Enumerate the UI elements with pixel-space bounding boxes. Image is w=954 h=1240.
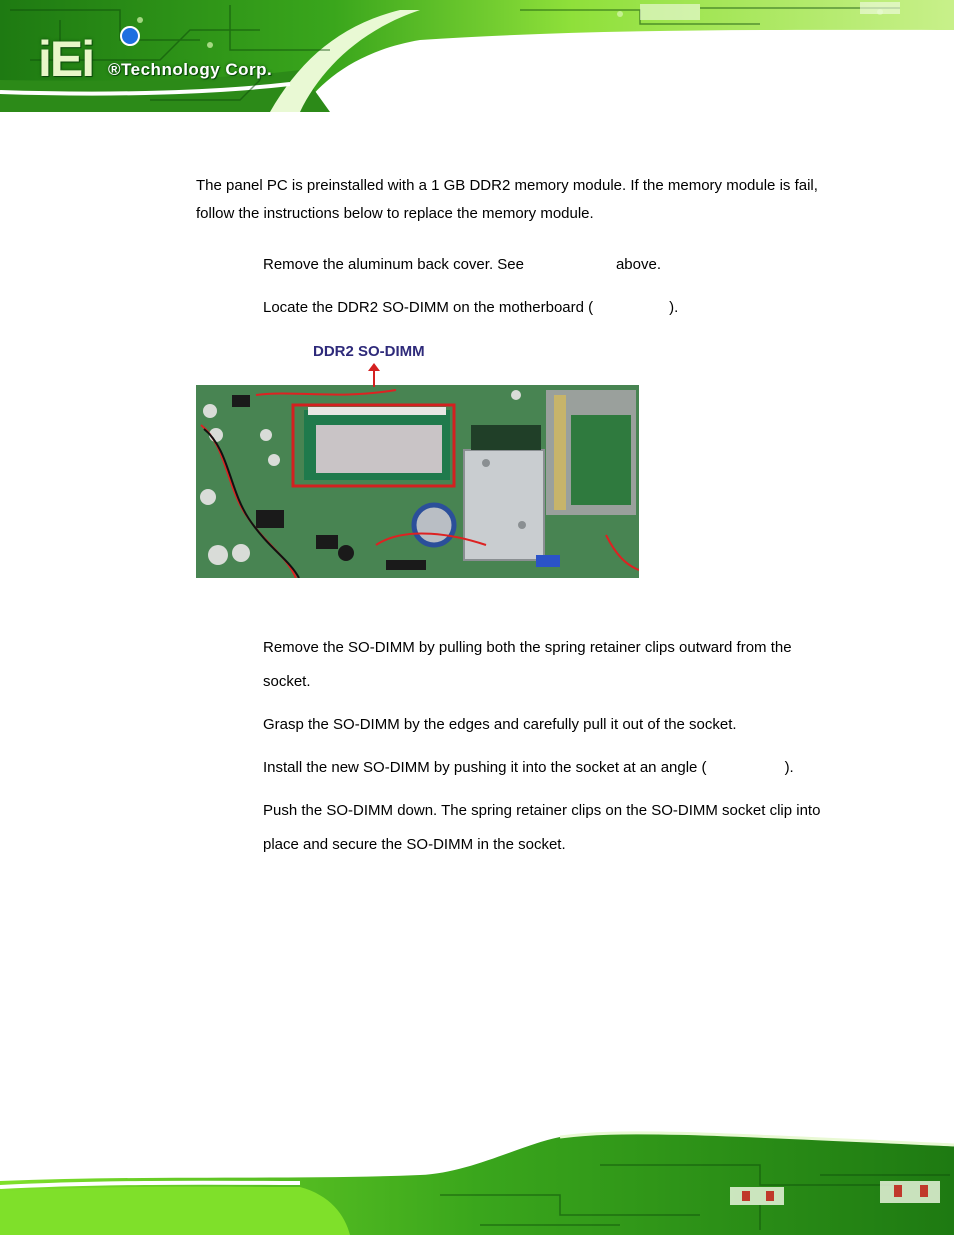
step-6: Push the SO-DIMM down. The spring retainer clips on the SO-DIMM socket clip into place and secure the SO-DIMM in the socket. bbox=[263, 802, 821, 853]
step-5: Install the new SO-DIMM by pushing it into the socket at an angle ( ). bbox=[263, 759, 794, 776]
footer-circuit-art bbox=[0, 1125, 954, 1235]
motherboard-photo bbox=[196, 385, 639, 578]
step-2: Locate the DDR2 SO-DIMM on the motherboard ( ). bbox=[263, 299, 679, 316]
step-1: Remove the aluminum back cover. See above. bbox=[263, 256, 662, 273]
callout-arrow-icon bbox=[364, 363, 384, 387]
header-banner bbox=[0, 0, 954, 112]
logo-dot-icon bbox=[120, 26, 140, 46]
step-4: Grasp the SO-DIMM by the edges and carefully pull it out of the socket. bbox=[263, 716, 737, 733]
company-name: ®Technology Corp. bbox=[108, 60, 273, 79]
company-logo-mark: iEi bbox=[38, 30, 93, 88]
figure-callout-label: DDR2 SO-DIMM bbox=[313, 343, 425, 360]
step-3: Remove the SO-DIMM by pulling both the spring retainer clips outward from the socket. bbox=[263, 639, 792, 690]
footer-banner bbox=[0, 1125, 954, 1235]
header-circuit-art bbox=[0, 0, 954, 112]
intro-paragraph: The panel PC is preinstalled with a 1 GB DDR2 memory module. If the memory module is fail, follow the instructions below to replace the memory module. bbox=[196, 177, 818, 222]
